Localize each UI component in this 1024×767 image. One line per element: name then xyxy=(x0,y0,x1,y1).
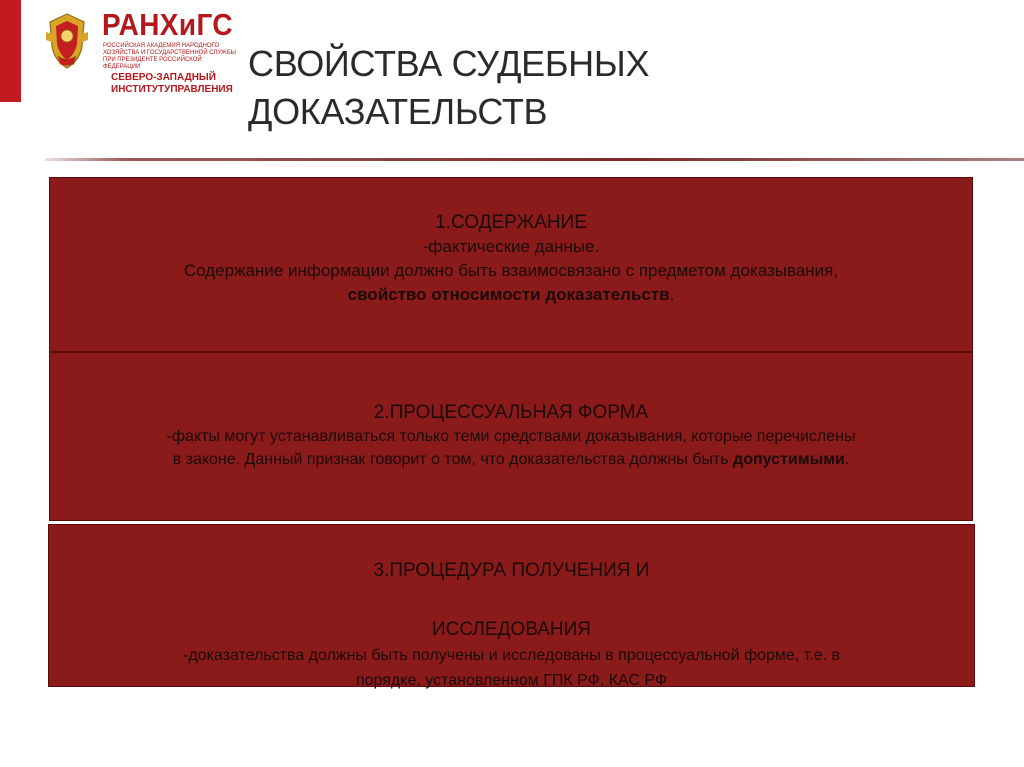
slide-title-line2: ДОКАЗАТЕЛЬСТВ xyxy=(248,91,548,132)
property-text-tail: . xyxy=(669,285,675,304)
property-text-line: -фактические данные. xyxy=(422,237,600,256)
logo-department-line1: СЕВЕРО-ЗАПАДНЫЙ xyxy=(111,72,216,83)
property-box-procedure xyxy=(48,524,975,687)
property-heading: ИССЛЕДОВАНИЯ xyxy=(431,619,592,640)
property-key-term: допустимыми xyxy=(733,451,845,468)
property-text-line: Содержание информации должно быть взаимосвязано с предметом доказывания, xyxy=(183,261,839,280)
slide-title xyxy=(248,40,848,136)
accent-bar xyxy=(0,0,21,102)
ranepa-emblem-icon xyxy=(44,12,90,70)
property-heading: 3.ПРОЦЕДУРА ПОЛУЧЕНИЯ И xyxy=(373,560,650,581)
slide-title-line1: СВОЙСТВА СУДЕБНЫХ xyxy=(248,43,650,84)
property-text-tail: . xyxy=(844,451,850,468)
property-text-start: в законе. Данный признак говорит о том, что доказательства должны быть xyxy=(172,451,734,468)
property-box-content xyxy=(49,177,973,352)
property-text-line xyxy=(50,283,972,307)
property-heading: 1.СОДЕРЖАНИЕ xyxy=(435,212,587,233)
title-divider xyxy=(45,158,1024,161)
property-text-line xyxy=(50,448,972,471)
logo-department-line2: ИНСТИТУТУПРАВЛЕНИЯ xyxy=(111,84,233,95)
property-heading: 2.ПРОЦЕССУАЛЬНАЯ ФОРМА xyxy=(373,402,649,423)
logo-subtitle: РОССИЙСКАЯ АКАДЕМИЯ НАРОДНОГО ХОЗЯЙСТВА И ГОСУДАРСТВЕННОЙ СЛУЖБЫ ПРИ ПРЕЗИДЕНТЕ РОССИЙСКОЙ ФЕДЕРАЦИИ xyxy=(103,43,236,70)
property-text-line: -доказательства должны быть получены и исследованы в процессуальной форме, т.е. в xyxy=(182,647,840,664)
property-text-line: порядке, установленном ГПК РФ, КАС РФ xyxy=(355,672,667,689)
property-box-procedural-form xyxy=(49,352,973,521)
logo-department xyxy=(111,72,241,96)
logo-wordmark: РАНХиГС xyxy=(102,7,233,42)
property-text-line: -факты могут устанавливаться только теми средствами доказывания, которые перечислены xyxy=(166,428,856,445)
property-key-term: свойство относимости доказательств xyxy=(347,285,670,304)
